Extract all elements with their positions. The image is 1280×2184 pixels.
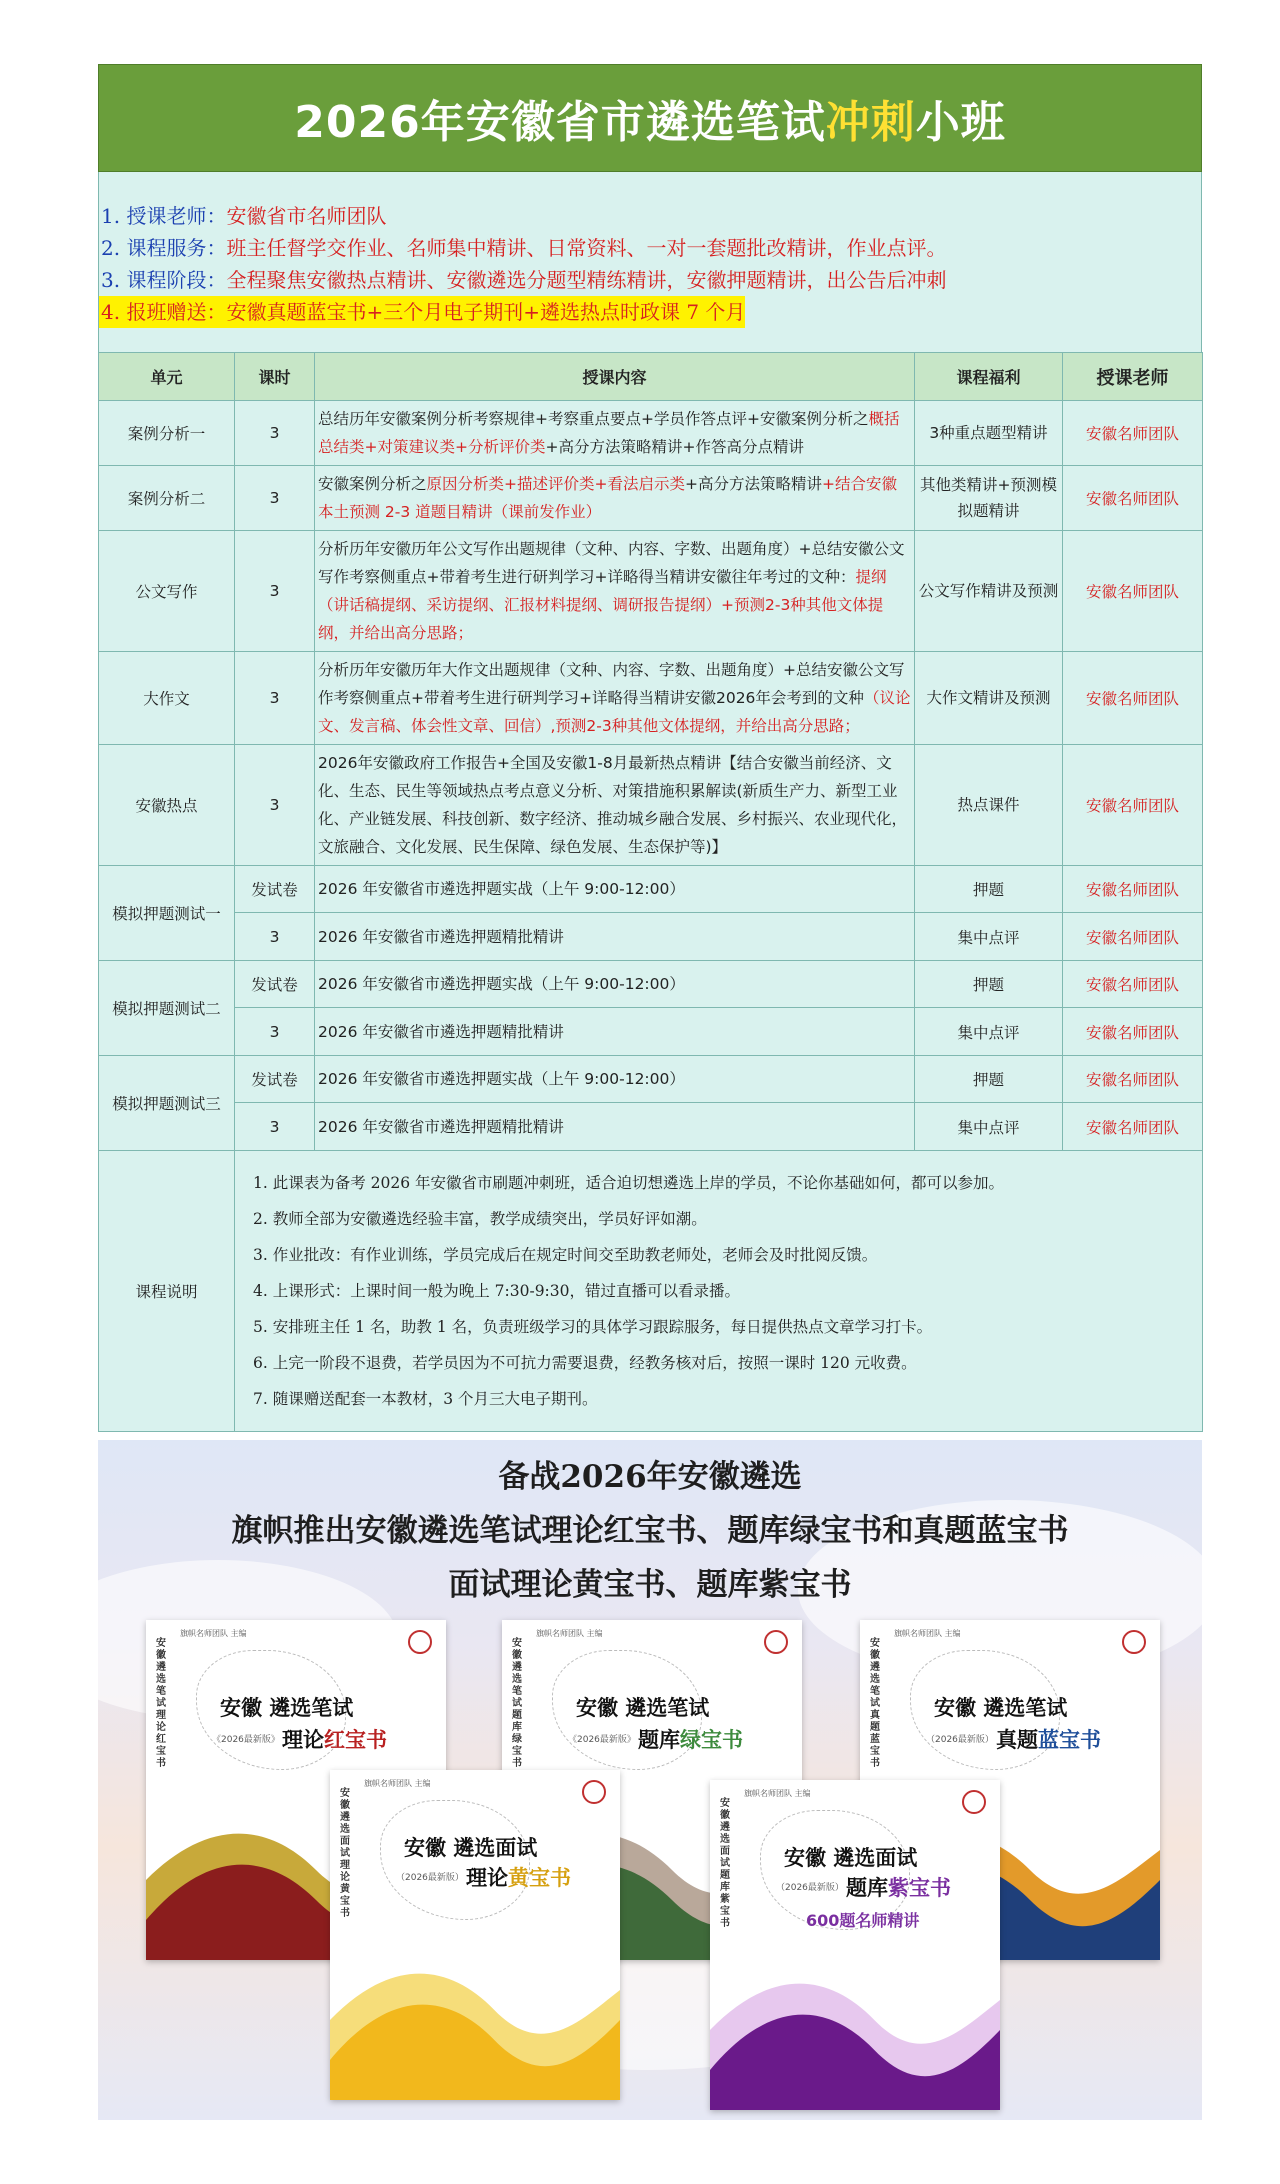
benefit-cell: 公文写作精讲及预测: [915, 531, 1063, 652]
book-spine-title: 安徽遴选笔试真题蓝宝书: [870, 1638, 880, 1769]
teacher-cell: 安徽名师团队: [1063, 531, 1203, 652]
header-benefit: 课程福利: [915, 353, 1063, 401]
hours-cell: 发试卷: [235, 866, 315, 913]
header-teacher: 授课老师: [1063, 353, 1203, 401]
table-row: [99, 652, 1203, 745]
book-edition: 《2026最新版》: [212, 1735, 280, 1745]
mock-row: [99, 866, 1203, 913]
notes-cell: [235, 1151, 1203, 1432]
book-title-line-1: 安徽 遴选面试: [784, 1846, 918, 1870]
content-cell: [315, 652, 915, 745]
header-unit: 单元: [99, 353, 235, 401]
schedule-table: [98, 352, 1203, 1432]
teacher-cell: 安徽名师团队: [1063, 745, 1203, 866]
book-title-line-2: [466, 1862, 571, 1892]
table-row: [99, 401, 1203, 466]
content-segment: 总结历年安徽案例分析考察规律+考察重点要点+学员作答点评+安徽案例分析之: [318, 410, 869, 428]
content-cell: 2026 年安徽省市遴选押题精批精讲: [315, 913, 915, 961]
book-title-line-2: [638, 1724, 743, 1754]
publisher-seal-icon: [582, 1780, 606, 1804]
publisher-seal-icon: [764, 1630, 788, 1654]
hours-cell: 3: [235, 745, 315, 866]
teacher-cell: 安徽名师团队: [1063, 652, 1203, 745]
cover-wave-graphic: [330, 1950, 620, 2100]
benefit-cell: 集中点评: [915, 1103, 1063, 1151]
info-stage: 3. 课程阶段： 全程聚焦安徽热点精讲、安徽遴选分题型精练精讲，安徽押题精讲，出公告后冲刺: [101, 268, 947, 292]
hours-cell: 发试卷: [235, 961, 315, 1008]
publisher-seal-icon: [962, 1790, 986, 1814]
header-hours: 课时: [235, 353, 315, 401]
mock-row: [99, 1008, 1203, 1056]
hours-cell: 3: [235, 531, 315, 652]
teacher-cell: 安徽名师团队: [1063, 401, 1203, 466]
mock-row: [99, 1056, 1203, 1103]
content-segment: 提纲（讲话稿提纲、采访提纲、汇报材料提纲、调研报告提纲）+预测2-3种其他文体提纲，并给出高分思路；: [318, 568, 887, 642]
book-title-kind: 题库: [638, 1728, 680, 1752]
mock-row: [99, 961, 1203, 1008]
course-poster: [98, 64, 1202, 1432]
content-cell: [315, 466, 915, 531]
mock-row: [99, 913, 1203, 961]
content-cell: [315, 531, 915, 652]
publisher-seal-icon: [1122, 1630, 1146, 1654]
teacher-cell: 安徽名师团队: [1063, 913, 1203, 961]
book-title-color: 红宝书: [324, 1728, 387, 1752]
hours-cell: 3: [235, 1008, 315, 1056]
content-segment: +结合安徽本土预测 2-3 道题目精讲（课前发作业）: [318, 475, 897, 521]
unit-cell: 大作文: [99, 652, 235, 745]
unit-cell: 安徽热点: [99, 745, 235, 866]
book-spine-title: 安徽遴选面试题库紫宝书: [720, 1798, 730, 1929]
note-item: 5. 安排班主任 1 名，助教 1 名，负责班级学习的具体学习跟踪服务，每日提供热点文章学习打卡。: [253, 1318, 933, 1336]
teacher-cell: 安徽名师团队: [1063, 1008, 1203, 1056]
benefit-cell: 其他类精讲+预测模拟题精讲: [915, 466, 1063, 531]
book-spine-title: 安徽遴选笔试题库绿宝书: [512, 1638, 522, 1769]
mock-unit-cell: 模拟押题测试二: [99, 961, 235, 1056]
benefit-cell: 集中点评: [915, 913, 1063, 961]
hours-cell: 发试卷: [235, 1056, 315, 1103]
cover-wave-graphic: [710, 1960, 1000, 2110]
teacher-cell: 安徽名师团队: [1063, 961, 1203, 1008]
book-editor: 旗帜名师团队 主编: [894, 1629, 961, 1638]
publisher-seal-icon: [408, 1630, 432, 1654]
content-segment: 2026年安徽政府工作报告+全国及安徽1-8月最新热点精讲【结合安徽当前经济、文化、生态、民生等领域热点考点意义分析、对策措施积累解读(新质生产力、新型工业化、产业链发展、科技创新、数字经济、推动城乡融合发展、乡村振兴、农业现代化，文旅融合、文化发展、民生保障、绿色发展、生态保护等)】: [318, 754, 908, 856]
content-segment: 分析历年安徽历年公文写作出题规律（文种、内容、字数、出题角度）+总结安徽公文写作考察侧重点+带着考生进行研判学习+详略得当精讲安徽往年考过的文种：: [318, 540, 905, 586]
table-row: [99, 531, 1203, 652]
promo-line-3: 面试理论黄宝书、题库紫宝书: [448, 1567, 852, 1603]
notes-list: [235, 1151, 1202, 1431]
hours-cell: 3: [235, 401, 315, 466]
book-spine-title: 安徽遴选面试理论黄宝书: [340, 1788, 350, 1919]
info-service: 2. 课程服务： 班主任督学交作业、名师集中精讲、日常资料、一对一套题批改精讲，作业点评。: [101, 236, 947, 260]
content-segment: 分析历年安徽历年大作文出题规律（文种、内容、字数、出题角度）+总结安徽公文写作考察侧重点+带着考生进行研判学习+详略得当精讲安徽2026年会考到的文种: [318, 661, 905, 707]
note-item: 6. 上完一阶段不退费，若学员因为不可抗力需要退费，经教务核对后，按照一课时 120 元收费。: [253, 1354, 917, 1372]
content-segment: （议论文、发言稿、体会性文章、回信）,预测2-3种其他文体提纲，并给出高分思路；: [318, 689, 911, 735]
note-item: 4. 上课形式：上课时间一般为晚上 7:30-9:30，错过直播可以看录播。: [253, 1282, 740, 1300]
promo-heading: [98, 1440, 1202, 1612]
book-editor: 旗帜名师团队 主编: [180, 1629, 247, 1638]
hours-cell: 3: [235, 466, 315, 531]
book-title-line-1: 安徽 遴选笔试: [220, 1696, 354, 1720]
content-segment: 原因分析类+描述评价类+看法启示类: [426, 475, 685, 493]
title-part-main: 2026年安徽省市遴选笔试: [294, 97, 826, 148]
benefit-cell: 3种重点题型精讲: [915, 401, 1063, 466]
unit-cell: 公文写作: [99, 531, 235, 652]
content-cell: 2026 年安徽省市遴选押题实战（上午 9:00-12:00）: [315, 1056, 915, 1103]
content-cell: 2026 年安徽省市遴选押题精批精讲: [315, 1103, 915, 1151]
content-segment: 概括总结类+对策建议类+分析评价类: [318, 410, 900, 456]
mock-unit-cell: 模拟押题测试一: [99, 866, 235, 961]
promo-line-2: 旗帜推出安徽遴选笔试理论红宝书、题库绿宝书和真题蓝宝书: [231, 1513, 1069, 1549]
hours-cell: 3: [235, 913, 315, 961]
book-spine-title: 安徽遴选笔试理论红宝书: [156, 1638, 166, 1769]
teacher-cell: 安徽名师团队: [1063, 1103, 1203, 1151]
teacher-cell: 安徽名师团队: [1063, 466, 1203, 531]
book-title-line-2: [282, 1724, 387, 1754]
note-item: 1. 此课表为备考 2026 年安徽省市刷题冲刺班，适合迫切想遴选上岸的学员，不论你基础如何，都可以参加。: [253, 1174, 1005, 1192]
book-title-color: 绿宝书: [680, 1728, 743, 1752]
title-part-highlight: 冲刺: [825, 97, 916, 148]
book-title-kind: 理论: [466, 1866, 508, 1890]
teacher-cell: 安徽名师团队: [1063, 1056, 1203, 1103]
notes-row: [99, 1151, 1203, 1432]
benefit-cell: 大作文精讲及预测: [915, 652, 1063, 745]
note-item: 7. 随课赠送配套一本教材，3 个月三大电子期刊。: [253, 1390, 598, 1408]
book-edition: （2026最新版）: [926, 1735, 994, 1745]
mock-row: [99, 1103, 1203, 1151]
header-content: 授课内容: [315, 353, 915, 401]
book-title-kind: 题库: [846, 1876, 888, 1900]
table-row: [99, 466, 1203, 531]
book-title-kind: 真题: [996, 1728, 1038, 1752]
teacher-cell: 安徽名师团队: [1063, 866, 1203, 913]
book-title-line-2: [996, 1724, 1101, 1754]
note-item: 3. 作业批改：有作业训练，学员完成后在规定时间交至助教老师处，老师会及时批阅反馈。: [253, 1246, 878, 1264]
mock-unit-cell: 模拟押题测试三: [99, 1056, 235, 1151]
book-editor: 旗帜名师团队 主编: [744, 1789, 811, 1798]
content-segment: +高分方法策略精讲: [685, 475, 822, 493]
book-cover: [710, 1780, 1000, 2110]
book-edition: （2026最新版）: [396, 1873, 464, 1883]
content-segment: 安徽案例分析之: [318, 475, 427, 493]
notes-label: 课程说明: [99, 1151, 235, 1432]
book-title-line-1: 安徽 遴选面试: [404, 1836, 538, 1860]
poster-title: [98, 64, 1202, 172]
book-edition: 《2026最新版》: [568, 1735, 636, 1745]
benefit-cell: 热点课件: [915, 745, 1063, 866]
book-title-color: 蓝宝书: [1038, 1728, 1101, 1752]
unit-cell: 案例分析一: [99, 401, 235, 466]
info-gift: 4. 报班赠送： 安徽真题蓝宝书+三个月电子期刊+遴选热点时政课 7 个月: [99, 296, 745, 328]
benefit-cell: 集中点评: [915, 1008, 1063, 1056]
hours-cell: 3: [235, 652, 315, 745]
title-part-tail: 小班: [915, 97, 1006, 148]
benefit-cell: 押题: [915, 866, 1063, 913]
benefit-cell: 押题: [915, 961, 1063, 1008]
content-cell: [315, 401, 915, 466]
table-header-row: [99, 353, 1203, 401]
book-title-line-2: [846, 1872, 951, 1902]
info-teacher: 1. 授课老师： 安徽省市名师团队: [101, 204, 387, 228]
table-row: [99, 745, 1203, 866]
content-cell: 2026 年安徽省市遴选押题实战（上午 9:00-12:00）: [315, 961, 915, 1008]
book-extra-label: 600题名师精讲: [806, 1911, 920, 1930]
note-item: 2. 教师全部为安徽遴选经验丰富，教学成绩突出，学员好评如潮。: [253, 1210, 707, 1228]
book-title-color: 紫宝书: [888, 1876, 951, 1900]
content-cell: 2026 年安徽省市遴选押题精批精讲: [315, 1008, 915, 1056]
unit-cell: 案例分析二: [99, 466, 235, 531]
book-title-color: 黄宝书: [508, 1866, 571, 1890]
book-edition: （2026最新版）: [776, 1883, 844, 1893]
course-info: [98, 172, 1202, 352]
hours-cell: 3: [235, 1103, 315, 1151]
book-promo: [98, 1440, 1202, 2120]
book-title-kind: 理论: [282, 1728, 324, 1752]
book-title-line-1: 安徽 遴选笔试: [576, 1696, 710, 1720]
content-cell: [315, 745, 915, 866]
benefit-cell: 押题: [915, 1056, 1063, 1103]
content-cell: 2026 年安徽省市遴选押题实战（上午 9:00-12:00）: [315, 866, 915, 913]
book-title-line-1: 安徽 遴选笔试: [934, 1696, 1068, 1720]
book-editor: 旗帜名师团队 主编: [364, 1779, 431, 1788]
content-segment: +高分方法策略精讲+作答高分点精讲: [545, 438, 804, 456]
book-cover: [330, 1770, 620, 2100]
promo-line-1: 备战2026年安徽遴选: [498, 1459, 802, 1495]
book-editor: 旗帜名师团队 主编: [536, 1629, 603, 1638]
